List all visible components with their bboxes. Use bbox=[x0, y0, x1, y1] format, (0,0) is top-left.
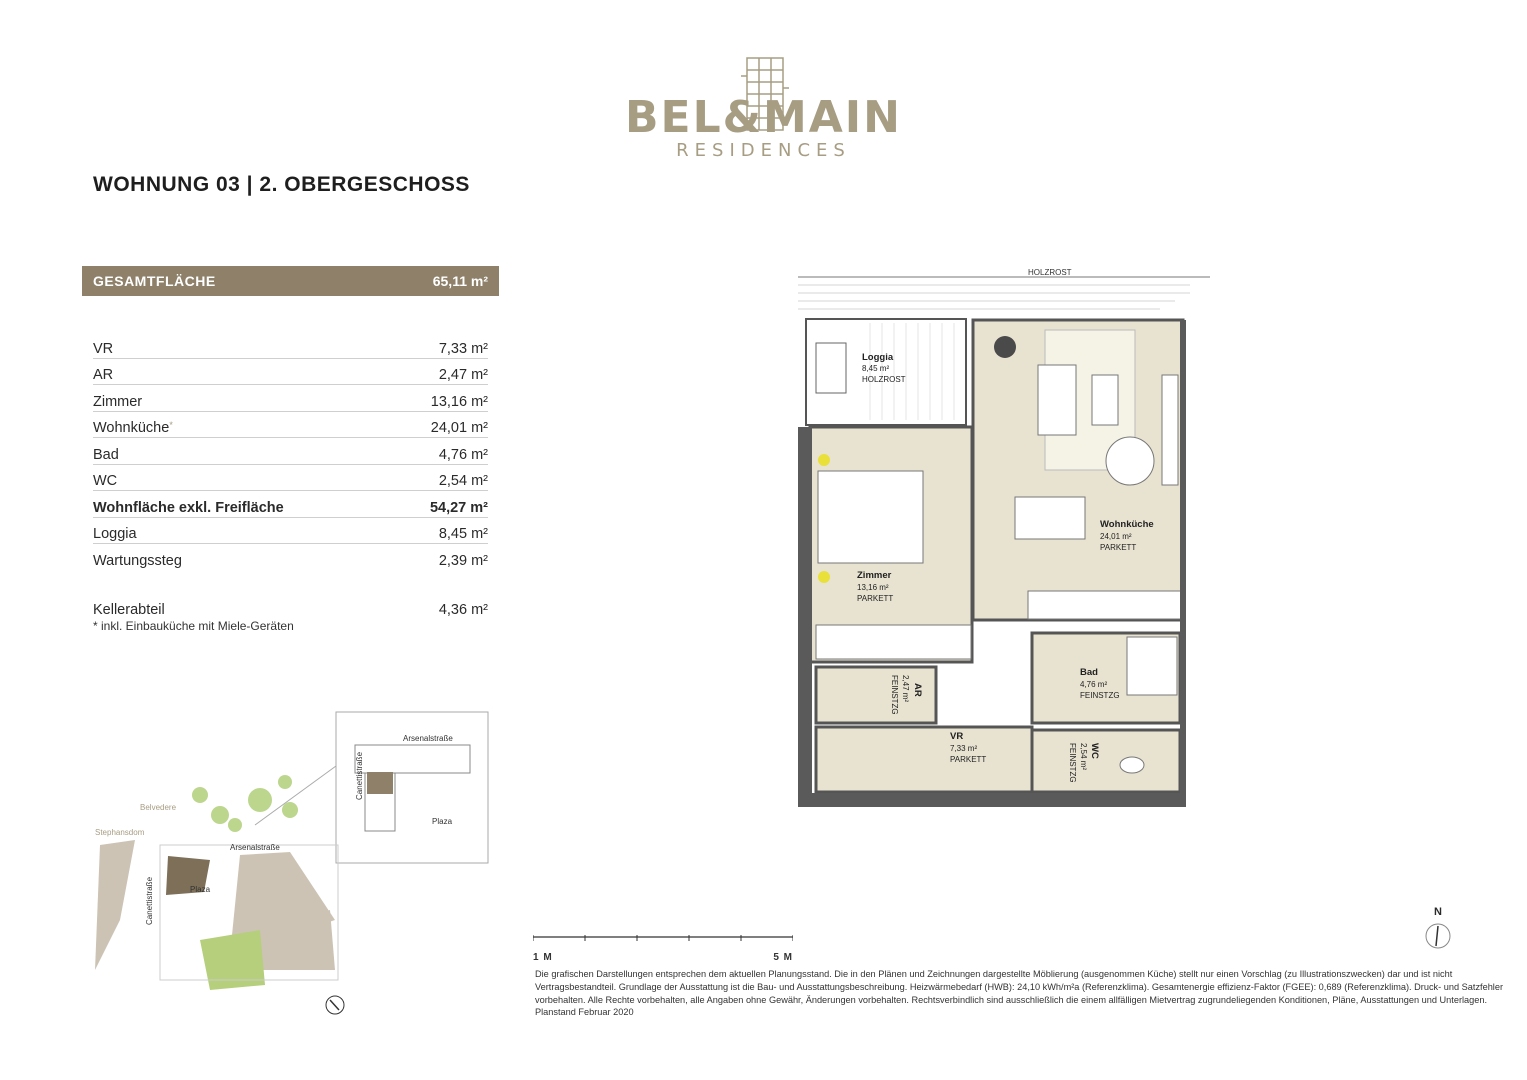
sofa bbox=[1038, 365, 1076, 435]
area-row bbox=[93, 544, 488, 570]
area-row-subtotal bbox=[93, 491, 488, 518]
label-plaza: Plaza bbox=[190, 885, 211, 894]
park-area bbox=[200, 930, 265, 990]
room-floor: HOLZROST bbox=[862, 375, 906, 384]
area-row bbox=[93, 412, 488, 439]
room-area: 7,33 m² bbox=[950, 744, 978, 753]
area-row bbox=[93, 332, 488, 359]
scale-start: 1 M bbox=[533, 952, 553, 963]
plant-icon bbox=[994, 336, 1016, 358]
area-name: Wohnküche bbox=[93, 420, 170, 436]
footnote-marker: * bbox=[169, 420, 173, 430]
area-row bbox=[93, 385, 488, 412]
floor-plan bbox=[770, 265, 1210, 810]
area-name: VR bbox=[93, 340, 114, 357]
outer-wall-right bbox=[1180, 320, 1186, 807]
site-compass-icon bbox=[326, 996, 344, 1014]
site-plan bbox=[80, 700, 500, 1030]
bedside-lamp-icon bbox=[818, 571, 830, 583]
area-value: 4,76 m² bbox=[438, 446, 488, 463]
holzrost-label: HOLZROST bbox=[1028, 268, 1072, 277]
room-label: Wohnküche bbox=[1100, 519, 1154, 530]
footnote: * inkl. Einbauküche mit Miele-Geräten bbox=[93, 619, 294, 633]
room-area: 8,45 m² bbox=[862, 364, 890, 373]
room-area: 2,47 m² bbox=[901, 675, 910, 703]
area-row bbox=[93, 465, 488, 492]
north-label: N bbox=[1434, 906, 1442, 918]
coffee-table bbox=[1092, 375, 1118, 425]
label-belvedere: Belvedere bbox=[140, 803, 177, 812]
label-canettistrasse: Canettistraße bbox=[145, 876, 154, 925]
shower bbox=[1127, 637, 1177, 695]
brand-logo: BEL&MAIN bbox=[624, 92, 903, 143]
room-floor: PARKETT bbox=[857, 594, 894, 603]
area-value: 13,16 m² bbox=[430, 393, 488, 410]
scale-bar-graphic bbox=[533, 935, 793, 945]
room-area: 13,16 m² bbox=[857, 583, 889, 592]
total-area-label: GESAMTFLÄCHE bbox=[93, 273, 216, 289]
north-arrow bbox=[1418, 906, 1458, 955]
label-arsenalstrasse-inset: Arsenalstraße bbox=[403, 734, 453, 743]
total-area-bar bbox=[82, 266, 499, 296]
room-label: VR bbox=[950, 731, 964, 742]
room-area: 4,76 m² bbox=[1080, 680, 1108, 689]
scale-end: 5 M bbox=[773, 952, 793, 963]
room-label: WC bbox=[1089, 743, 1100, 759]
area-name: WC bbox=[93, 473, 118, 489]
disclaimer-text: Die grafischen Darstellungen entsprechen dem aktuellen Planungsstand. Die in den Plänen und Zeichnungen dargestellte Möblierung (ausgenommen Küche) stellt nur einen Vorschlag (zu Illustrationszwecken) dar und ist nicht Vertragsbestandteil. Grundlage der Ausstattung ist die Bau- und Ausstattungsbeschreibung. Heizwärmebedarf (HWB): 24,10 kWh/m²a (Referenzklima). Gesamtenergie effizienz-Faktor (FGEE): 0,689 (Referenzklima). Druck- und Satzfehler vorbehalten. Alle Rechte vorbehalten, alle Angaben ohne Gewähr, Änderungen vorbehalten. Rechtsverbindlich sind ausschließlich die einem allfälligen Mietvertrag zugrundeliegenden Konditionen, Pläne, Ausstattungen und Unterlagen. Planstand Februar 2020 bbox=[535, 969, 1504, 1018]
area-name: Bad bbox=[93, 446, 119, 463]
outer-wall-left bbox=[798, 427, 812, 807]
room-floor: PARKETT bbox=[950, 755, 987, 764]
room-area: 24,01 m² bbox=[1100, 532, 1132, 541]
area-value: 2,47 m² bbox=[438, 367, 488, 383]
label-arsenalstrasse: Arsenalstraße bbox=[230, 843, 280, 852]
area-value: 7,33 m² bbox=[438, 340, 488, 357]
room-floor: FEINSTZG bbox=[1068, 743, 1077, 783]
vr-area bbox=[816, 727, 1032, 792]
round-table bbox=[1106, 437, 1154, 485]
room-floor: FEINSTZG bbox=[890, 675, 899, 715]
dining-table bbox=[1015, 497, 1085, 539]
room-area: 2,54 m² bbox=[1079, 743, 1088, 771]
area-value: 24,01 m² bbox=[430, 420, 488, 436]
room-label: AR bbox=[912, 683, 923, 697]
room-label: Zimmer bbox=[857, 570, 892, 581]
area-value: 2,54 m² bbox=[438, 473, 488, 489]
compass-icon bbox=[1418, 918, 1458, 950]
tv-unit bbox=[1162, 375, 1178, 485]
toilet-icon bbox=[1120, 757, 1144, 773]
area-row bbox=[93, 438, 488, 465]
area-name: Kellerabteil bbox=[93, 602, 165, 618]
wc-area bbox=[1032, 730, 1180, 792]
trees bbox=[192, 775, 298, 832]
label-stephansdom: Stephansdom bbox=[95, 828, 145, 837]
room-label: Bad bbox=[1080, 667, 1098, 678]
page-title: WOHNUNG 03 | 2. OBERGESCHOSS bbox=[93, 173, 470, 196]
wardrobe bbox=[816, 625, 971, 659]
area-name: Loggia bbox=[93, 526, 137, 542]
area-name: Wartungssteg bbox=[93, 552, 182, 569]
terrace-hatch bbox=[798, 285, 1190, 309]
total-area-value: 65,11 m² bbox=[432, 273, 488, 289]
room-floor: PARKETT bbox=[1100, 543, 1137, 552]
room-floor: FEINSTZG bbox=[1080, 691, 1120, 700]
area-name: Zimmer bbox=[93, 393, 143, 410]
area-value: 8,45 m² bbox=[438, 526, 488, 542]
area-table bbox=[93, 332, 488, 619]
area-value: 4,36 m² bbox=[438, 602, 488, 618]
bedside-lamp-icon bbox=[818, 454, 830, 466]
area-value: 2,39 m² bbox=[438, 552, 488, 569]
room-label: Loggia bbox=[862, 352, 894, 363]
area-name: Wohnfläche exkl. Freifläche bbox=[93, 499, 284, 516]
area-row bbox=[93, 359, 488, 386]
brand-subtitle: RESIDENCES bbox=[676, 140, 851, 161]
area-value: 54,27 m² bbox=[429, 499, 488, 516]
area-row bbox=[93, 518, 488, 545]
label-plaza-inset: Plaza bbox=[432, 817, 453, 826]
scale-bar bbox=[533, 932, 793, 963]
area-name: AR bbox=[93, 367, 114, 383]
area-row bbox=[93, 594, 488, 620]
outer-wall-bottom bbox=[798, 793, 1186, 807]
label-canettistrasse-inset: Canettistraße bbox=[355, 751, 364, 800]
bed bbox=[818, 471, 923, 563]
kitchen-counter bbox=[1028, 591, 1183, 619]
